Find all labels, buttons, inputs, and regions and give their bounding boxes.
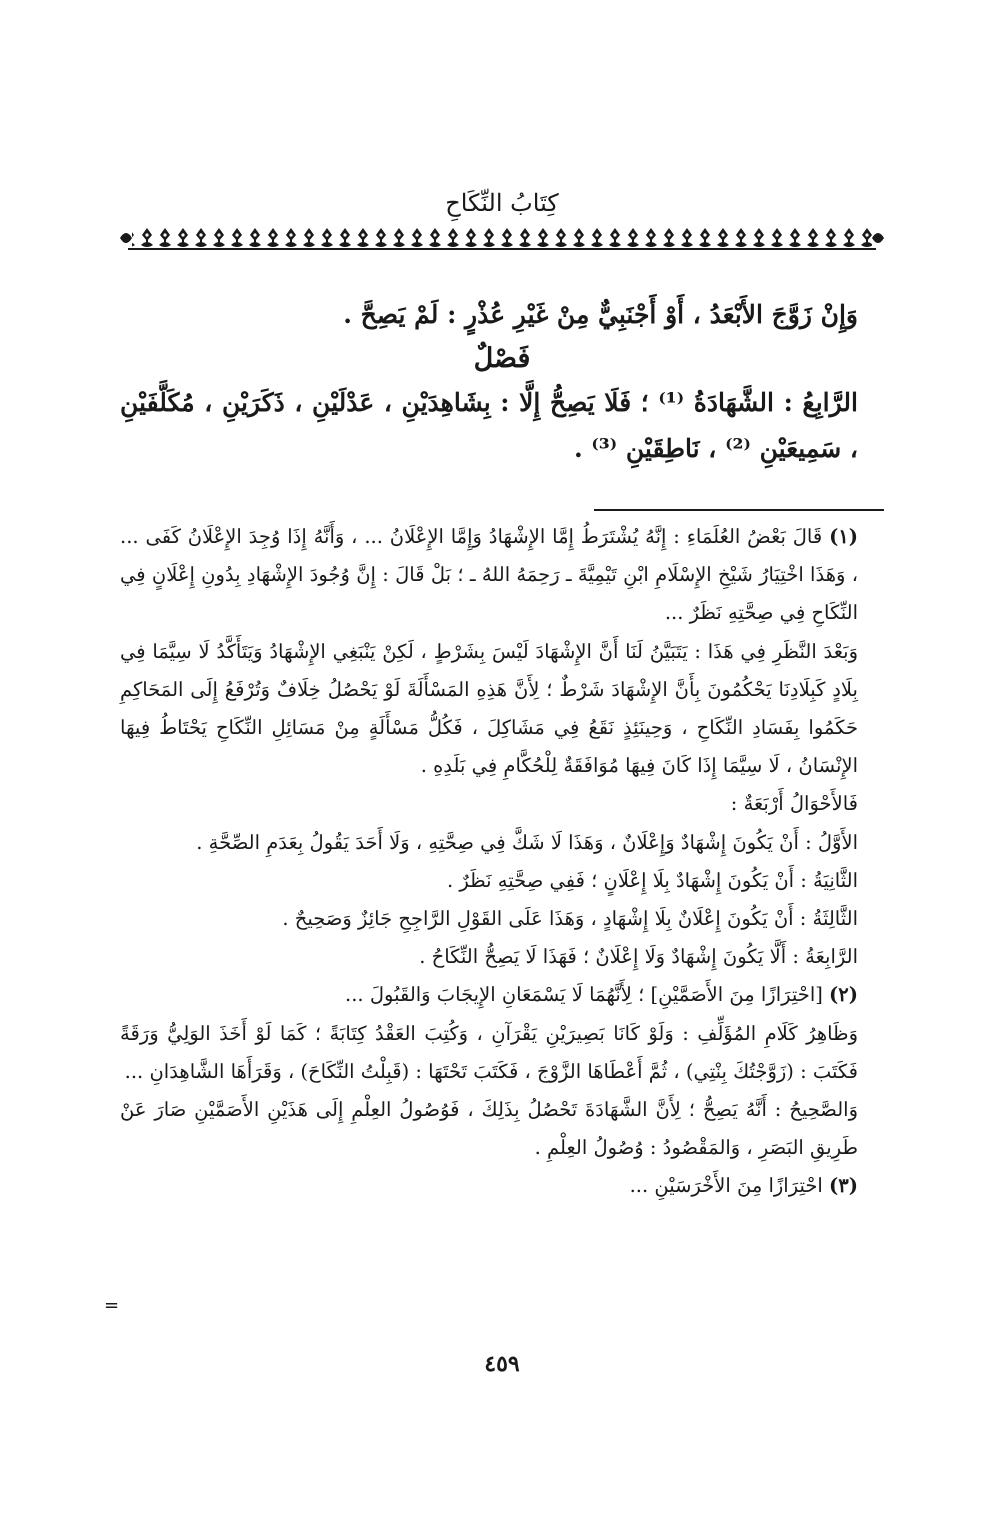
footnote-1 <box>120 518 884 633</box>
footnote-2-paragraph-2: وَظَاهِرُ كَلَامِ المُؤَلِّفِ : وَلَوْ كَانَا بَصِيرَيْنِ يَقْرَآنِ ، وَكُتِبَ العَقْدُ كِتَابَةً ؛ كَمَا لَوْ أَخَذَ الوَلِيُّ وَرَقَةً فَكَتَبَ : (زَوَّجْتُكَ بِنْتِي) ، ثُمَّ أَعْطَاهَا الزَّوْجَ ، فَكَتَبَ تَحْتَهَا : (قَبِلْتُ النِّكَاحَ) ، وَقَرَأَهَا الشَّاهِدَانِ ... <box>120 1021 858 1083</box>
main-text <box>120 292 884 472</box>
footnote-3-number: (٣) <box>829 1174 858 1198</box>
chapter-heading: فَصْلٌ <box>473 343 531 374</box>
continuation-mark: = <box>104 1295 120 1316</box>
ornamental-border <box>120 226 884 252</box>
page-number: ٤٥٩ <box>484 1351 520 1377</box>
footnote-3 <box>120 1167 884 1205</box>
footnote-2 <box>120 976 884 1014</box>
running-title: كِتَابُ النِّكَاحِ <box>445 189 559 217</box>
footnote-2-paragraph-3: وَالصَّحِيحُ : أَنَّهُ يَصِحُّ ؛ لِأَنَّ الشَّهَادَةَ تَحْصُلُ بِذَلِكَ ، فَوُصُولُ العِلْمِ إِلَى هَذَيْنِ الأَصَمَّيْنِ صَارَ عَنْ طَرِيقِ البَصَرِ ، وَالمَقْصُودُ : وُصُولُ العِلْمِ . <box>120 1098 858 1160</box>
footnote-1-case-4: الرَّابِعَةُ : أَلَّا يَكُونَ إِشْهَادٌ وَلَا إِعْلَانٌ ؛ فَهَذَا لَا يَصِحُّ النِّكَاحُ . <box>419 945 858 969</box>
ornament-svg <box>120 226 884 252</box>
footnote-1-case-1: الأَوَّلُ : أَنْ يَكُونَ إِشْهَادٌ وَإِعْلَانٌ ، وَهَذَا لَا شَكَّ فِي صِحَّتِهِ ، وَلَا أَحَدَ يَقُولُ بِعَدَمِ الصِّحَّةِ . <box>196 830 858 854</box>
footnote-1-case-2: الثَّانِيَةُ : أَنْ يَكُونَ إِشْهَادٌ بِلَا إِعْلَانٍ ؛ فَفِي صِحَّتِهِ نَظَرٌ . <box>447 868 858 892</box>
footnote-1-paragraph-3: فَالأَحْوَالُ أَرْبَعَةٌ : <box>730 792 858 816</box>
footnote-1-text: قَالَ بَعْضُ العُلَمَاءِ : إِنَّهُ يُشْتَرَطُ إِمَّا الإِشْهَادُ وَإِمَّا الإِعْلَانُ ... ، وَأَنَّهُ إِذَا وُجِدَ الإِعْلَانُ كَفَى ... ، وَهَذَا اخْتِيَارُ شَيْخِ الإِسْلَامِ ابْنِ تَيْمِيَّةَ ـ رَحِمَهُ اللهُ ـ ؛ بَلْ قَالَ : إِنَّ وُجُودَ الإِشْهَادِ بِدُونِ إِعْلَانٍ فِي النِّكَاحِ فِي صِحَّتِهِ نَظَرٌ ... <box>120 525 858 625</box>
main-paragraph-2: الرَّابِعُ : الشَّهَادَةُ ⁽¹⁾ ؛ فَلَا يَصِحُّ إِلَّا : بِشَاهِدَيْنِ ، عَدْلَيْنِ ، ذَكَرَيْنِ ، مُكَلَّفَيْنِ ، سَمِيعَيْنِ ⁽²⁾ ، نَاطِقَيْنِ ⁽³⁾ . <box>120 388 858 463</box>
footnotes <box>120 518 884 1206</box>
footnote-1-case-3: الثَّالِثَةُ : أَنْ يَكُونَ إِعْلَانٌ بِلَا إِشْهَادٍ ، وَهَذَا عَلَى القَوْلِ الرَّاجِحِ جَائِزٌ وَصَحِيحٌ . <box>282 907 858 931</box>
footnote-2-number: (٢) <box>829 983 858 1007</box>
footnote-1-number: (١) <box>829 525 859 548</box>
footnote-2-text: [احْتِرَازًا مِنَ الأَصَمَّيْنِ] ؛ لِأَنَّهُمَا لَا يَسْمَعَانِ الإِيجَابَ وَالقَبُولَ ... <box>345 983 823 1007</box>
footnote-separator <box>594 509 884 511</box>
footnote-1-paragraph-2: وَبَعْدَ النَّظَرِ فِي هَذَا : يَتَبَيَّنُ لَنَا أَنَّ الإِشْهَادَ لَيْسَ بِشَرْطٍ ، لَكِنْ يَنْبَغِي الإِشْهَادُ وَيَتَأَكَّدُ لَا سِيَّمَا فِي بِلَادٍ كَبِلَادِنَا يَحْكُمُونَ بِأَنَّ الإِشْهَادَ شَرْطٌ ؛ لِأَنَّ هَذِهِ المَسْأَلَةَ لَوْ يَحْصُلُ خِلَافٌ وَتُرْفَعُ إِلَى المَحَاكِمِ حَكَمُوا بِفَسَادِ النِّكَاحِ ، وَحِينَئِذٍ نَقَعُ فِي مَشَاكِلَ ، فَكُلُّ مَسْأَلَةٍ مِنْ مَسَائِلِ النِّكَاحِ يَحْتَاطُ فِيهَا الإِنْسَانُ ، لَا سِيَّمَا إِذَا كَانَ فِيهَا مُوَافَقَةٌ لِلْحُكَّامِ فِي بَلَدِهِ . <box>120 639 858 778</box>
main-line-1: وَإِنْ زَوَّجَ الأَبْعَدُ ، أَوْ أَجْنَبِيٌّ مِنْ غَيْرِ عُذْرٍ : لَمْ يَصِحَّ . <box>343 300 858 329</box>
footnote-3-text: احْتِرَازًا مِنَ الأَخْرَسَيْنِ ... <box>629 1174 823 1198</box>
